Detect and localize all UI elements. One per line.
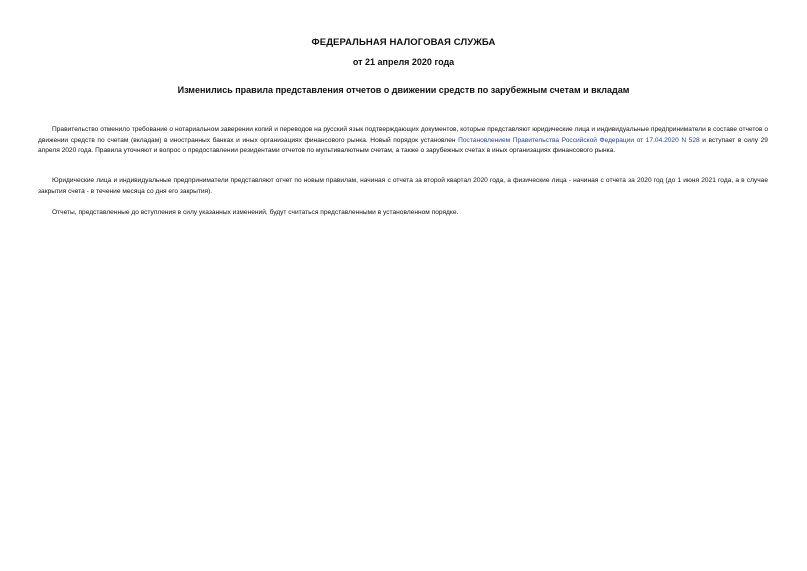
article-title: Изменились правила представления отчетов о движении средств по зарубежным счетам и вкладам	[177, 85, 630, 95]
paragraph-1	[38, 125, 768, 157]
paragraph-1-text-before-link: Правительство отменило требование о нотариальном заверении копий и переводов на русский язык подтверждающих документов, которые представляют юридические лица и индивидуальные предприниматели в составе отчетов о движении средств по счетам (вкладам) в иностранных банках и иных организациях финансового рынка. Новый порядок установлен	[38, 126, 768, 144]
paragraph-3: Отчеты, представленные до вступления в силу указанных изменений, будут считаться представленными в установленном порядке.	[52, 209, 459, 216]
agency-name: ФЕДЕРАЛЬНАЯ НАЛОГОВАЯ СЛУЖБА	[311, 37, 496, 48]
resolution-link[interactable]: Постановлением Правительства Российской Федерации от 17.04.2020 N 528	[458, 136, 700, 144]
paragraph-1-text-after-link: и вступает в силу 29 апреля 2020 года. Правила уточняют и вопрос о предоставлении резидентами отчетов по мультивалютным счетам, а также о зарубежных счетах в иных организациях финансового рынка.	[38, 136, 768, 155]
paragraph-2: Юридические лица и индивидуальные предприниматели представляют отчет по новым правилам, начиная с отчета за второй квартал 2020 года, а физические лица - начиная с отчета за 2020 год (до 1 июня 2021 года, а в случае закрытия счета - в течение месяца со дня его закрытия).	[38, 177, 768, 195]
document-date: от 21 апреля 2020 года	[352, 57, 455, 67]
